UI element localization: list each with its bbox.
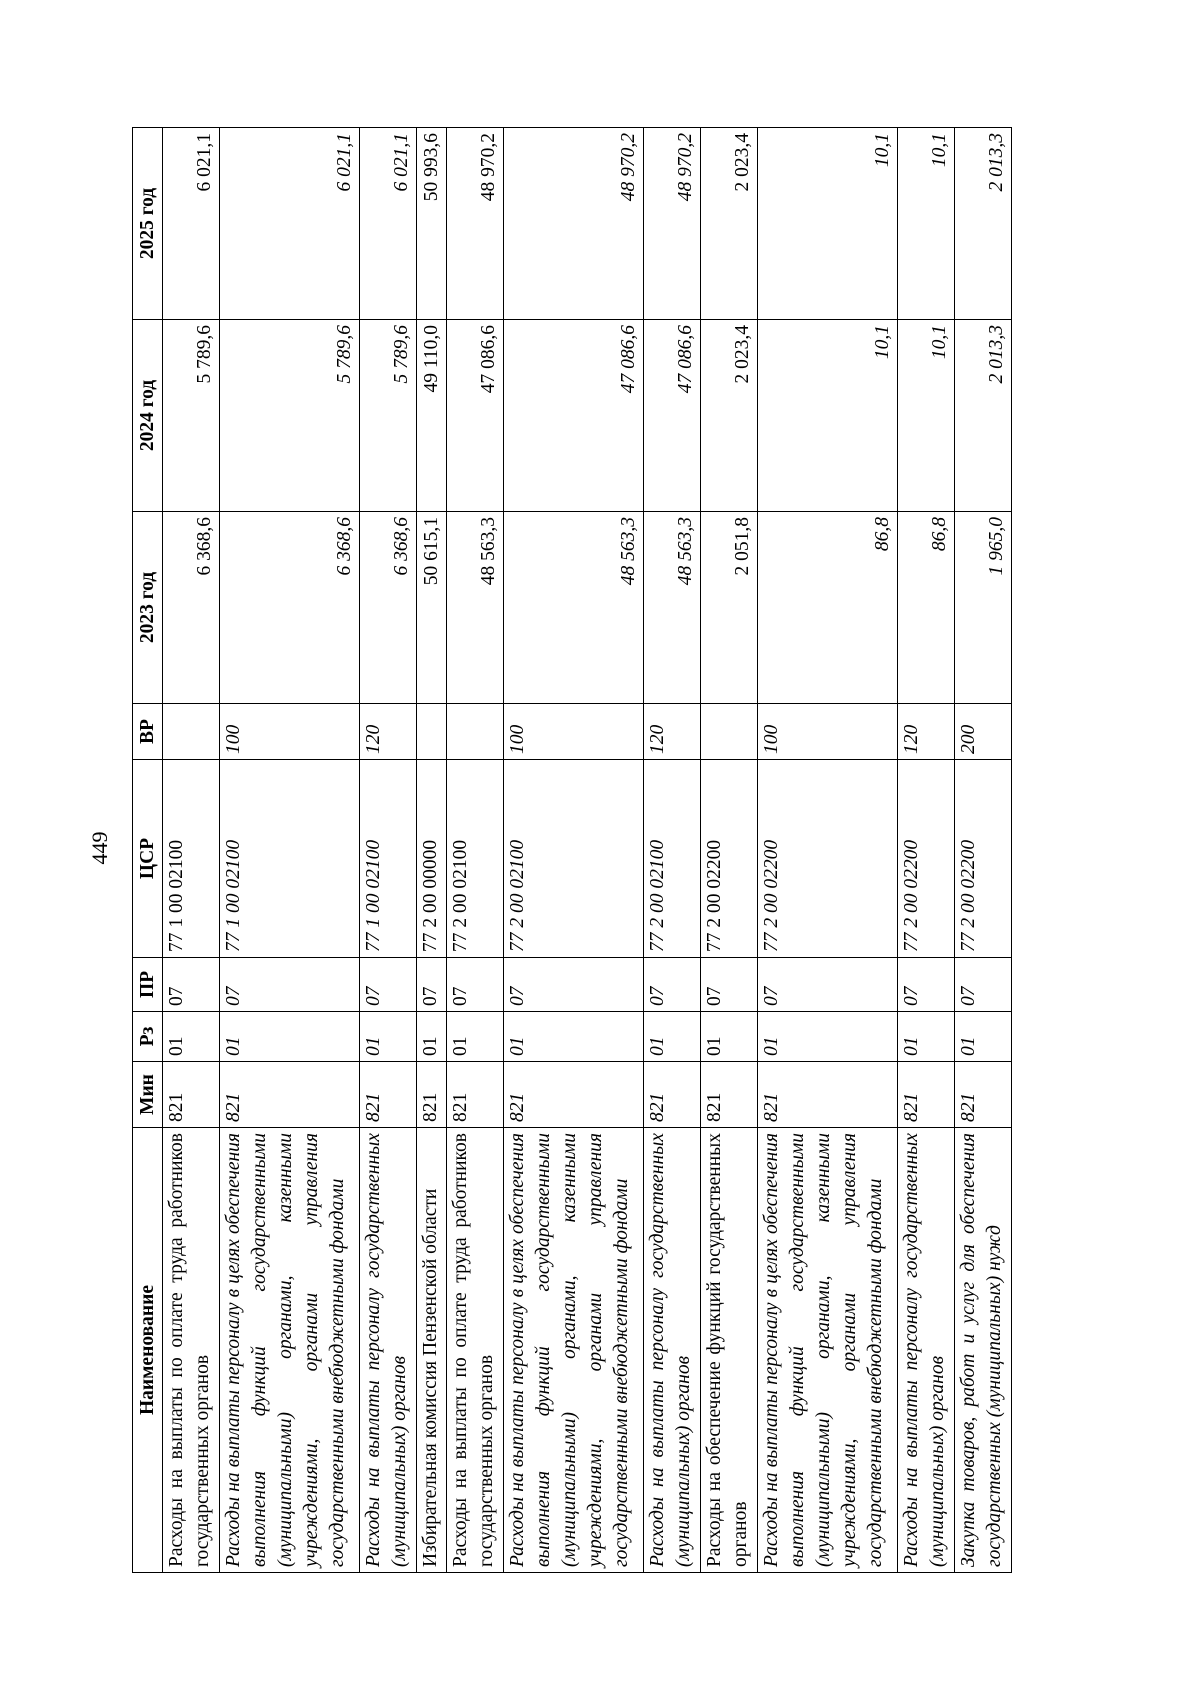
- cell-pr: 07: [644, 958, 701, 1012]
- table-row: [360, 128, 417, 1573]
- cell-rz: 01: [757, 1012, 897, 1062]
- cell-2024: 2 013,3: [955, 320, 1012, 512]
- header-name: Наименование: [133, 1128, 163, 1573]
- cell-vr: [446, 704, 503, 760]
- cell-name: Расходы на обеспечение функций государственных органов: [701, 1128, 758, 1573]
- cell-2025: 50 993,6: [417, 128, 447, 320]
- cell-2023: 48 563,3: [503, 512, 643, 704]
- table-row: [219, 128, 359, 1573]
- cell-2024: 5 789,6: [163, 320, 220, 512]
- cell-2025: 6 021,1: [219, 128, 359, 320]
- cell-2025: 10,1: [757, 128, 897, 320]
- budget-table: [132, 127, 1012, 1573]
- cell-rz: 01: [360, 1012, 417, 1062]
- cell-2025: 6 021,1: [360, 128, 417, 320]
- cell-min: 821: [898, 1062, 955, 1128]
- cell-name: Закупка товаров, работ и услуг для обеспечения государственных (муниципальных) нужд: [955, 1128, 1012, 1573]
- cell-min: 821: [219, 1062, 359, 1128]
- header-2024: 2024 год: [133, 320, 163, 512]
- cell-min: 821: [701, 1062, 758, 1128]
- cell-pr: 07: [955, 958, 1012, 1012]
- cell-vr: 100: [757, 704, 897, 760]
- table-row: [955, 128, 1012, 1573]
- cell-2023: 6 368,6: [360, 512, 417, 704]
- cell-2024: 47 086,6: [644, 320, 701, 512]
- cell-vr: 120: [360, 704, 417, 760]
- cell-2025: 2 023,4: [701, 128, 758, 320]
- table-row: [446, 128, 503, 1573]
- cell-csr: 77 1 00 02100: [163, 760, 220, 958]
- cell-2024: 10,1: [757, 320, 897, 512]
- cell-2024: 5 789,6: [219, 320, 359, 512]
- cell-min: 821: [417, 1062, 447, 1128]
- table-row: [417, 128, 447, 1573]
- table-row: [898, 128, 955, 1573]
- cell-2023: 2 051,8: [701, 512, 758, 704]
- page-number: 449: [87, 831, 112, 865]
- table-header-row: [133, 128, 163, 1573]
- cell-pr: 07: [898, 958, 955, 1012]
- cell-vr: [701, 704, 758, 760]
- cell-rz: 01: [219, 1012, 359, 1062]
- cell-rz: 01: [898, 1012, 955, 1062]
- cell-2024: 10,1: [898, 320, 955, 512]
- cell-2025: 6 021,1: [163, 128, 220, 320]
- cell-2024: 49 110,0: [417, 320, 447, 512]
- cell-pr: 07: [446, 958, 503, 1012]
- cell-rz: 01: [644, 1012, 701, 1062]
- cell-min: 821: [955, 1062, 1012, 1128]
- cell-min: 821: [360, 1062, 417, 1128]
- table-body: [163, 128, 1012, 1573]
- header-min: Мин: [133, 1062, 163, 1128]
- cell-2024: 47 086,6: [503, 320, 643, 512]
- cell-name: Расходы на выплаты персоналу в целях обеспечения выполнения функций государственными (муниципальными) органами, казенными учреждениями, органами управления государственными внебюджетными фондами: [757, 1128, 897, 1573]
- rotated-table-container: [132, 128, 1012, 1573]
- cell-min: 821: [446, 1062, 503, 1128]
- cell-2024: 5 789,6: [360, 320, 417, 512]
- cell-vr: 100: [219, 704, 359, 760]
- cell-csr: 77 2 00 02200: [898, 760, 955, 958]
- cell-name: Расходы на выплаты персоналу в целях обеспечения выполнения функций государственными (муниципальными) органами, казенными учреждениями, органами управления государственными внебюджетными фондами: [219, 1128, 359, 1573]
- cell-pr: 07: [163, 958, 220, 1012]
- table-row: [163, 128, 220, 1573]
- table-row: [644, 128, 701, 1573]
- cell-name: Избирательная комиссия Пензенской области: [417, 1128, 447, 1573]
- cell-csr: 77 1 00 02100: [219, 760, 359, 958]
- cell-2025: 48 970,2: [644, 128, 701, 320]
- table-row: [503, 128, 643, 1573]
- cell-pr: 07: [417, 958, 447, 1012]
- cell-csr: 77 2 00 02100: [503, 760, 643, 958]
- cell-rz: 01: [163, 1012, 220, 1062]
- cell-csr: 77 2 00 02200: [701, 760, 758, 958]
- cell-2023: 6 368,6: [163, 512, 220, 704]
- cell-min: 821: [757, 1062, 897, 1128]
- cell-pr: 07: [219, 958, 359, 1012]
- cell-name: Расходы на выплаты персоналу государственных (муниципальных) органов: [644, 1128, 701, 1573]
- table-row: [701, 128, 758, 1573]
- cell-csr: 77 2 00 02200: [757, 760, 897, 958]
- cell-2023: 1 965,0: [955, 512, 1012, 704]
- cell-name: Расходы на выплаты персоналу государственных (муниципальных) органов: [360, 1128, 417, 1573]
- cell-2025: 10,1: [898, 128, 955, 320]
- cell-csr: 77 1 00 02100: [360, 760, 417, 958]
- cell-2025: 2 013,3: [955, 128, 1012, 320]
- cell-min: 821: [503, 1062, 643, 1128]
- header-2023: 2023 год: [133, 512, 163, 704]
- cell-vr: 120: [898, 704, 955, 760]
- cell-vr: [163, 704, 220, 760]
- cell-vr: 200: [955, 704, 1012, 760]
- cell-2023: 48 563,3: [446, 512, 503, 704]
- cell-2025: 48 970,2: [446, 128, 503, 320]
- cell-name: Расходы на выплаты персоналу в целях обеспечения выполнения функций государственными (муниципальными) органами, казенными учреждениями, органами управления государственными внебюджетными фондами: [503, 1128, 643, 1573]
- cell-pr: 07: [757, 958, 897, 1012]
- cell-vr: [417, 704, 447, 760]
- cell-rz: 01: [503, 1012, 643, 1062]
- cell-rz: 01: [701, 1012, 758, 1062]
- cell-csr: 77 2 00 00000: [417, 760, 447, 958]
- cell-2023: 86,8: [757, 512, 897, 704]
- table-row: [757, 128, 897, 1573]
- cell-2023: 50 615,1: [417, 512, 447, 704]
- cell-vr: 100: [503, 704, 643, 760]
- cell-name: Расходы на выплаты персоналу государственных (муниципальных) органов: [898, 1128, 955, 1573]
- header-csr: ЦСР: [133, 760, 163, 958]
- cell-csr: 77 2 00 02100: [644, 760, 701, 958]
- cell-rz: 01: [417, 1012, 447, 1062]
- cell-pr: 07: [360, 958, 417, 1012]
- cell-2023: 86,8: [898, 512, 955, 704]
- cell-2024: 2 023,4: [701, 320, 758, 512]
- cell-csr: 77 2 00 02200: [955, 760, 1012, 958]
- cell-csr: 77 2 00 02100: [446, 760, 503, 958]
- cell-pr: 07: [701, 958, 758, 1012]
- cell-name: Расходы на выплаты по оплате труда работников государственных органов: [446, 1128, 503, 1573]
- cell-min: 821: [163, 1062, 220, 1128]
- cell-rz: 01: [955, 1012, 1012, 1062]
- cell-2023: 6 368,6: [219, 512, 359, 704]
- cell-name: Расходы на выплаты по оплате труда работников государственных органов: [163, 1128, 220, 1573]
- header-vr: ВР: [133, 704, 163, 760]
- cell-pr: 07: [503, 958, 643, 1012]
- cell-2025: 48 970,2: [503, 128, 643, 320]
- cell-min: 821: [644, 1062, 701, 1128]
- header-2025: 2025 год: [133, 128, 163, 320]
- cell-rz: 01: [446, 1012, 503, 1062]
- cell-vr: 120: [644, 704, 701, 760]
- cell-2024: 47 086,6: [446, 320, 503, 512]
- header-rz: Рз: [133, 1012, 163, 1062]
- cell-2023: 48 563,3: [644, 512, 701, 704]
- header-pr: ПР: [133, 958, 163, 1012]
